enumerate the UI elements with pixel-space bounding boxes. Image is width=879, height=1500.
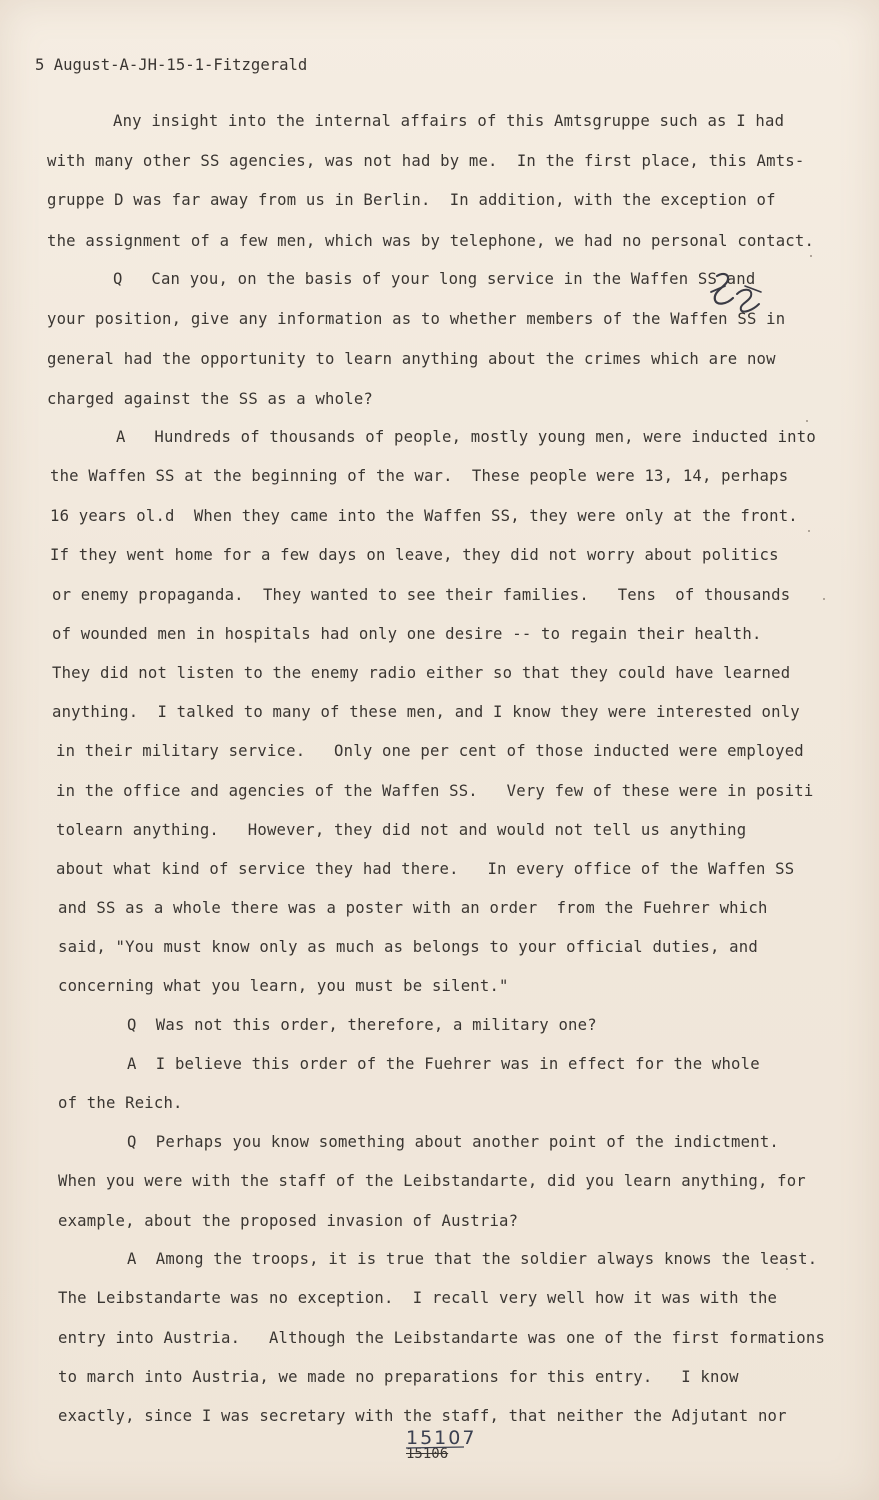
text-line: entry into Austria. Although the Leibstandarte was one of the first formations [58, 1329, 826, 1347]
handwritten-correction-mark [703, 270, 773, 330]
text-line: charged against the SS as a whole? [47, 390, 373, 408]
text-line: Q Perhaps you know something about another point of the indictment. [127, 1133, 779, 1151]
page-number-handwritten: 15107 [406, 1427, 477, 1449]
text-line: your position, give any information as to whether members of the Waffen SS in [47, 310, 786, 328]
paper-speck [786, 1268, 788, 1270]
document-header: 5 August-A-JH-15-1-Fitzgerald [35, 56, 308, 74]
paper-speck [808, 530, 810, 532]
paper-speck [823, 598, 825, 600]
text-line: gruppe D was far away from us in Berlin. In addition, with the exception of [47, 191, 776, 209]
text-line: in their military service. Only one per cent of those inducted were employed [56, 742, 804, 760]
text-line: Q Was not this order, therefore, a military one? [127, 1016, 597, 1034]
text-line: the assignment of a few men, which was by telephone, we had no personal contact. [47, 232, 815, 250]
text-line: A Hundreds of thousands of people, mostly young men, were inducted into [116, 428, 816, 446]
text-line: with many other SS agencies, was not had by me. In the first place, this Amts- [47, 152, 805, 170]
text-line: A Among the troops, it is true that the soldier always knows the least. [127, 1250, 818, 1268]
text-line: and SS as a whole there was a poster with an order from the Fuehrer which [58, 899, 768, 917]
text-line: Q Can you, on the basis of your long service in the Waffen SS and [113, 270, 756, 288]
text-line: tolearn anything. However, they did not and would not tell us anything [56, 821, 747, 839]
text-line: When you were with the staff of the Leibstandarte, did you learn anything, for [58, 1172, 806, 1190]
page-number-struck: 15106 [406, 1446, 449, 1462]
text-line: or enemy propaganda. They wanted to see their families. Tens of thousands [52, 586, 791, 604]
text-line: anything. I talked to many of these men, and I know they were interested only [52, 703, 800, 721]
paper-speck [810, 255, 812, 257]
text-line: general had the opportunity to learn anything about the crimes which are now [47, 350, 776, 368]
text-line: about what kind of service they had there. In every office of the Waffen SS [56, 860, 795, 878]
text-line: of wounded men in hospitals had only one desire -- to regain their health. [52, 625, 762, 643]
text-line: The Leibstandarte was no exception. I recall very well how it was with the [58, 1289, 778, 1307]
text-line: A I believe this order of the Fuehrer was in effect for the whole [127, 1055, 760, 1073]
text-line: Any insight into the internal affairs of this Amtsgruppe such as I had [113, 112, 785, 130]
text-line: said, "You must know only as much as belongs to your official duties, and [58, 938, 758, 956]
paper-speck [806, 420, 808, 422]
text-line: example, about the proposed invasion of Austria? [58, 1212, 519, 1230]
text-line: in the office and agencies of the Waffen SS. Very few of these were in positi [56, 782, 814, 800]
page-number-underline [404, 1428, 494, 1478]
text-line: They did not listen to the enemy radio either so that they could have learned [52, 664, 791, 682]
text-line: of the Reich. [58, 1094, 183, 1112]
text-line: the Waffen SS at the beginning of the war. These people were 13, 14, perhaps [50, 467, 789, 485]
text-line: If they went home for a few days on leave, they did not worry about politics [50, 546, 779, 564]
text-line: 16 years ol.d When they came into the Waffen SS, they were only at the front. [50, 507, 798, 525]
text-line: exactly, since I was secretary with the staff, that neither the Adjutant nor [58, 1407, 787, 1425]
text-line: to march into Austria, we made no preparations for this entry. I know [58, 1368, 739, 1386]
text-line: concerning what you learn, you must be silent." [58, 977, 509, 995]
